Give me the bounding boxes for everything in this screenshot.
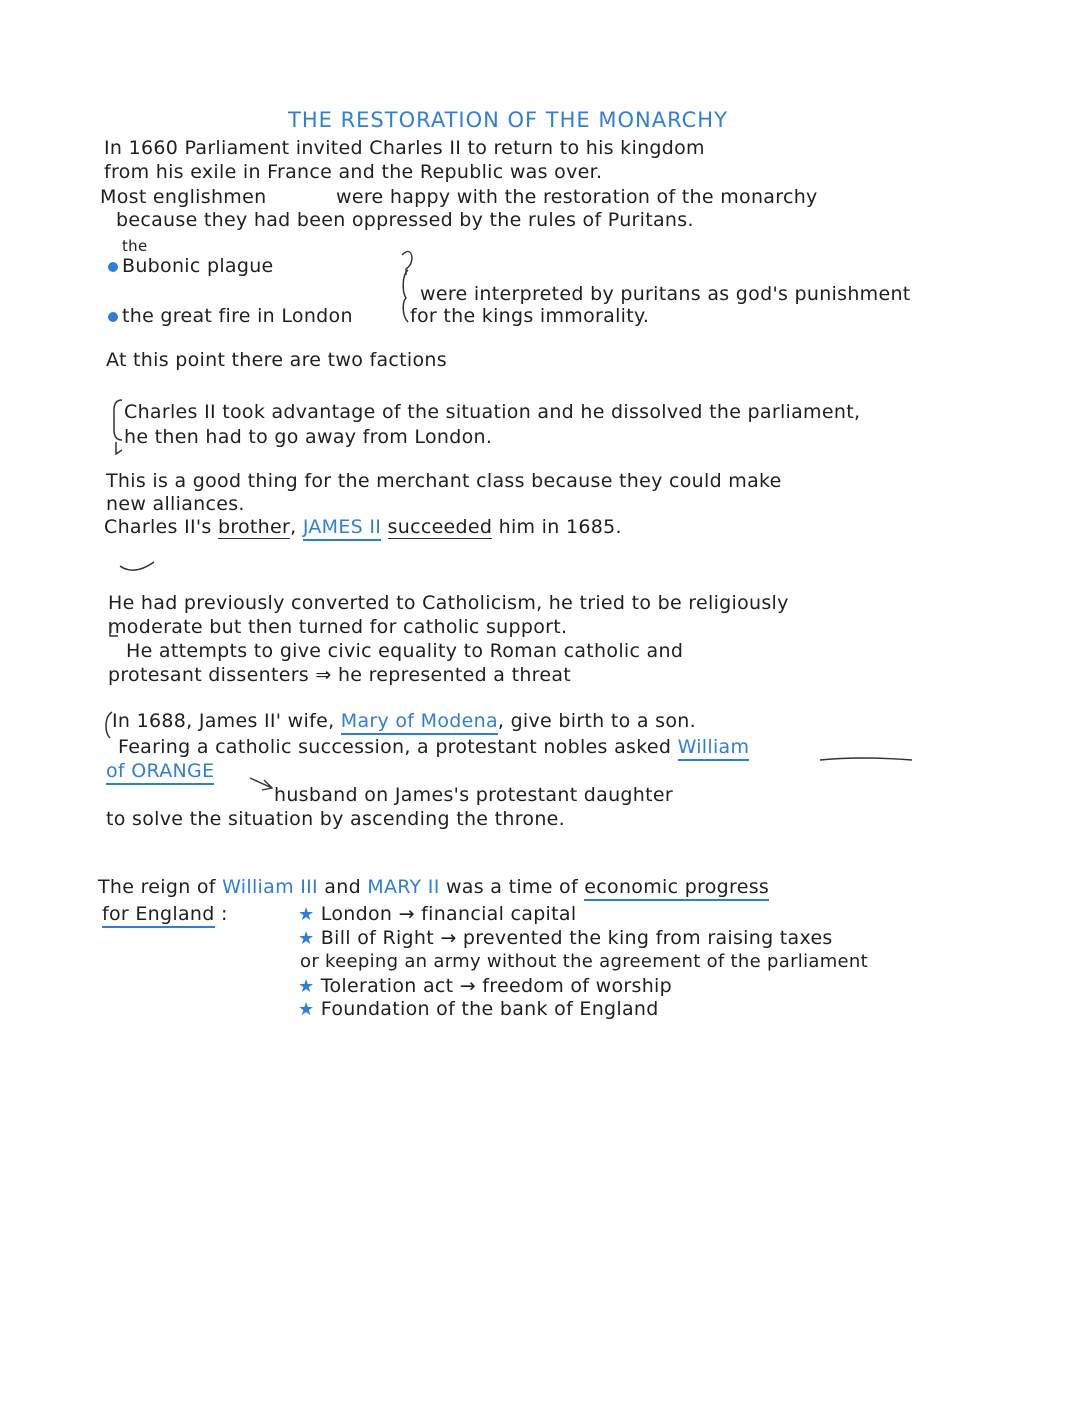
bullet-icon xyxy=(108,262,118,272)
economic-progress: economic progress xyxy=(584,876,769,901)
succeeded-word: succeeded xyxy=(387,516,493,538)
arrow-icon: ⇒ xyxy=(315,664,332,686)
intro-line-4: because they had been oppressed by the rules of Puritans. xyxy=(116,209,694,231)
reign-item-2-cont: or keeping an army without the agreement of the parliament xyxy=(300,951,868,972)
intro-line-1: In 1660 Parliament invited Charles II to return to his kingdom xyxy=(104,137,705,159)
y1688-line-1: In 1688, James II' wife, Mary of Modena, give birth to a son. xyxy=(112,710,696,732)
william-iii: William III xyxy=(222,876,318,898)
husband-line: husband on James's protestant daughter xyxy=(274,784,673,806)
arrow-mark xyxy=(116,442,122,454)
immorality-line: for the kings immorality. xyxy=(410,305,650,327)
catholic-line-1: He had previously converted to Catholicism, he tried to be religiously xyxy=(108,592,789,614)
charles-line-1: Charles II took advantage of the situation and he dissolved the parliament, xyxy=(124,401,861,423)
merchant-line-2: new alliances. xyxy=(106,493,245,515)
y1688-line-4: to solve the situation by ascending the throne. xyxy=(106,808,566,830)
merchant-line-1: This is a good thing for the merchant class because they could make xyxy=(106,470,782,492)
james-name: JAMES II xyxy=(303,516,381,541)
bullet-icon xyxy=(108,312,118,322)
plague-item xyxy=(108,255,274,277)
brother-word: brother xyxy=(217,516,291,538)
page-title: THE RESTORATION OF THE MONARCHY xyxy=(288,108,728,132)
charles-line-2: he then had to go away from London. xyxy=(124,426,493,448)
underline-mark xyxy=(820,758,912,760)
intro-line-2: from his exile in France and the Republic was over. xyxy=(104,161,603,183)
of-orange: of ORANGE xyxy=(106,760,214,782)
star-icon: ★ xyxy=(298,976,315,997)
catholic-line-2: moderate but then turned for catholic support. xyxy=(108,616,568,638)
star-icon: ★ xyxy=(298,928,315,949)
mary-ii: MARY II xyxy=(367,876,440,898)
for-england: for England : xyxy=(102,903,228,925)
catholic-line-3: He attempts to give civic equality to Roman catholic and xyxy=(126,640,684,662)
interpretation-line: were interpreted by puritans as god's punishment xyxy=(420,283,911,305)
question-mark xyxy=(402,251,412,275)
intro-line-3a: Most englishmen xyxy=(100,186,267,208)
reign-line-1: The reign of William III and MARY II was a time of economic progress xyxy=(98,876,769,898)
catholic-line-4: protesant dissenters ⇒ he represented a threat xyxy=(108,664,572,686)
reign-item-4: ★ Foundation of the bank of England xyxy=(298,998,659,1020)
bracket-mark xyxy=(114,400,122,440)
reign-item-2: ★ Bill of Right → prevented the king from raising taxes xyxy=(298,927,833,949)
star-icon: ★ xyxy=(298,904,315,925)
brace-mark xyxy=(403,270,408,322)
william-name: William xyxy=(678,736,750,761)
arrow-mark xyxy=(250,778,272,790)
reign-item-3: ★ Toleration act → freedom of worship xyxy=(298,975,672,997)
factions-line: At this point there are two factions xyxy=(106,349,447,371)
reign-item-1: ★ London → financial capital xyxy=(298,903,577,925)
y1688-line-2: Fearing a catholic succession, a protestant nobles asked William xyxy=(118,736,749,758)
mary-of-modena: Mary of Modena xyxy=(341,710,498,735)
the-note: the xyxy=(122,237,148,255)
intro-line-3b: were happy with the restoration of the monarchy xyxy=(336,186,818,208)
star-icon: ★ xyxy=(298,999,315,1020)
fire-item xyxy=(108,305,353,327)
check-mark xyxy=(120,562,154,570)
plague-label: Bubonic plague xyxy=(122,255,274,277)
james-line: Charles II's brother, JAMES II succeeded him in 1685. xyxy=(104,516,622,538)
fire-label: the great fire in London xyxy=(122,305,353,327)
